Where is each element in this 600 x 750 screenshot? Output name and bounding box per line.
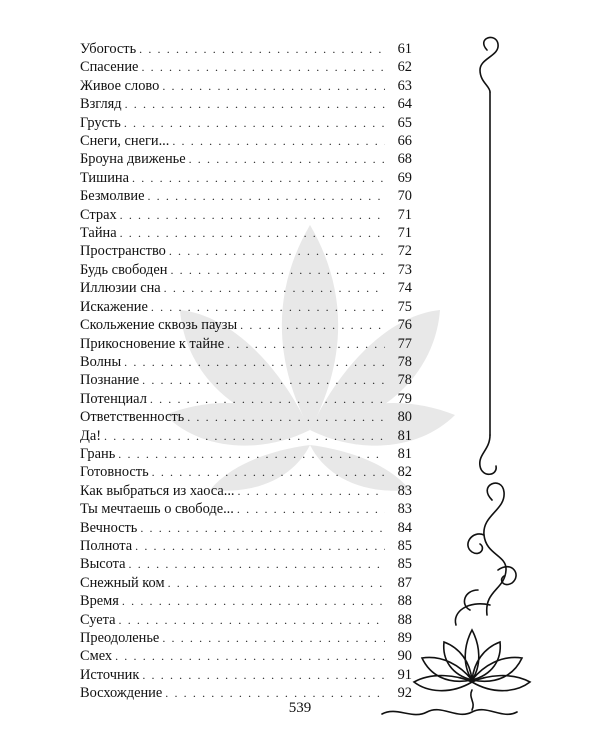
toc-entry-page: 85 bbox=[397, 556, 412, 573]
toc-entry bbox=[80, 279, 412, 297]
toc-entry bbox=[80, 500, 412, 518]
table-of-contents bbox=[80, 40, 412, 703]
lotus-vine-ornament-icon bbox=[372, 30, 572, 730]
toc-entry bbox=[80, 206, 412, 224]
dot-leader bbox=[168, 574, 385, 592]
toc-entry-page: 88 bbox=[397, 611, 412, 628]
toc-entry-title: Готовность bbox=[80, 464, 149, 481]
toc-entry-title: Тайна bbox=[80, 225, 117, 242]
toc-entry-page: 88 bbox=[397, 593, 412, 610]
toc-entry-page: 85 bbox=[397, 537, 412, 554]
toc-entry bbox=[80, 647, 412, 665]
toc-entry-page: 75 bbox=[397, 298, 412, 315]
toc-entry-title: Познание bbox=[80, 372, 140, 389]
toc-entry-title: Взгляд bbox=[80, 96, 122, 113]
toc-entry-page: 62 bbox=[397, 59, 412, 76]
toc-entry-page: 90 bbox=[397, 648, 412, 665]
toc-entry bbox=[80, 463, 412, 481]
toc-entry-title: Броуна движенье bbox=[80, 151, 186, 168]
toc-entry-page: 65 bbox=[397, 114, 412, 131]
toc-entry-page: 78 bbox=[397, 372, 412, 389]
toc-entry bbox=[80, 261, 412, 279]
toc-entry-title: Как выбраться из хаоса... bbox=[80, 482, 235, 499]
dot-leader bbox=[122, 592, 385, 610]
toc-entry-page: 77 bbox=[397, 335, 412, 352]
page-number: 539 bbox=[288, 700, 312, 716]
toc-entry bbox=[80, 574, 412, 592]
toc-entry-page: 83 bbox=[397, 501, 412, 518]
dot-leader bbox=[150, 390, 385, 408]
toc-entry-page: 79 bbox=[397, 390, 412, 407]
dot-leader bbox=[164, 279, 385, 297]
toc-entry-title: Снеги, снеги... bbox=[80, 133, 170, 150]
toc-entry-title: Полнота bbox=[80, 537, 133, 554]
toc-entry bbox=[80, 390, 412, 408]
dot-leader bbox=[170, 261, 385, 279]
toc-entry bbox=[80, 629, 412, 647]
toc-entry bbox=[80, 242, 412, 260]
dot-leader bbox=[162, 77, 385, 95]
toc-entry-page: 68 bbox=[397, 151, 412, 168]
toc-entry bbox=[80, 150, 412, 168]
toc-entry-page: 61 bbox=[397, 41, 412, 57]
toc-entry bbox=[80, 408, 412, 426]
toc-entry-page: 83 bbox=[397, 482, 412, 499]
toc-entry bbox=[80, 224, 412, 242]
dot-leader bbox=[124, 353, 385, 371]
dot-leader bbox=[142, 371, 385, 389]
toc-entry-page: 74 bbox=[397, 280, 412, 297]
dot-leader bbox=[238, 482, 385, 500]
toc-entry-title: Ты мечтаешь о свободе... bbox=[80, 501, 234, 518]
dot-leader bbox=[172, 132, 385, 150]
dot-leader bbox=[129, 555, 385, 573]
dot-leader bbox=[227, 335, 385, 353]
dot-leader bbox=[104, 427, 385, 445]
dot-leader bbox=[120, 224, 385, 242]
dot-leader bbox=[189, 150, 385, 168]
toc-entry-title: Тишина bbox=[80, 169, 130, 186]
toc-entry-title: Иллюзии сна bbox=[80, 280, 161, 297]
toc-entry bbox=[80, 187, 412, 205]
toc-entry-title: Высота bbox=[80, 556, 126, 573]
toc-entry-title: Волны bbox=[80, 353, 122, 370]
dot-leader bbox=[135, 537, 385, 555]
dot-leader bbox=[140, 519, 385, 537]
toc-entry-page: 71 bbox=[397, 206, 412, 223]
toc-entry-page: 73 bbox=[397, 261, 412, 278]
toc-entry-page: 82 bbox=[397, 464, 412, 481]
toc-entry-page: 69 bbox=[397, 169, 412, 186]
toc-entry bbox=[80, 555, 412, 573]
toc-entry-title: Да! bbox=[80, 427, 101, 444]
toc-entry-page: 80 bbox=[397, 409, 412, 426]
toc-entry bbox=[80, 666, 412, 684]
dot-leader bbox=[139, 40, 385, 58]
dot-leader bbox=[119, 611, 386, 629]
toc-entry bbox=[80, 592, 412, 610]
toc-entry-page: 84 bbox=[397, 519, 412, 536]
toc-entry-title: Прикосновение к тайне bbox=[80, 335, 225, 352]
toc-entry bbox=[80, 427, 412, 445]
toc-entry-title: Скольжение сквозь паузы bbox=[80, 317, 238, 334]
toc-entry-title: Живое слово bbox=[80, 77, 160, 94]
toc-entry-page: 63 bbox=[397, 77, 412, 94]
toc-entry bbox=[80, 58, 412, 76]
toc-entry-page: 70 bbox=[397, 188, 412, 205]
dot-leader bbox=[132, 169, 385, 187]
toc-entry-title: Искажение bbox=[80, 298, 148, 315]
toc-entry-page: 72 bbox=[397, 243, 412, 260]
dot-leader bbox=[120, 206, 385, 224]
dot-leader bbox=[187, 408, 385, 426]
toc-entry-page: 81 bbox=[397, 445, 412, 462]
toc-entry bbox=[80, 40, 412, 58]
dot-leader bbox=[152, 463, 385, 481]
toc-entry bbox=[80, 335, 412, 353]
toc-entry bbox=[80, 114, 412, 132]
toc-entry-page: 81 bbox=[397, 427, 412, 444]
toc-entry bbox=[80, 537, 412, 555]
toc-entry bbox=[80, 77, 412, 95]
toc-entry-title: Источник bbox=[80, 666, 140, 683]
toc-entry bbox=[80, 353, 412, 371]
toc-entry-title: Спасение bbox=[80, 59, 139, 76]
dot-leader bbox=[142, 666, 385, 684]
dot-leader bbox=[237, 500, 385, 518]
toc-entry-page: 87 bbox=[397, 574, 412, 591]
dot-leader bbox=[147, 187, 385, 205]
toc-entry-title: Страх bbox=[80, 206, 117, 223]
toc-entry-page: 64 bbox=[397, 96, 412, 113]
toc-entry bbox=[80, 371, 412, 389]
dot-leader bbox=[125, 95, 385, 113]
dot-leader bbox=[115, 647, 385, 665]
toc-entry-title: Убогость bbox=[80, 41, 137, 57]
toc-entry-title: Суета bbox=[80, 611, 116, 628]
toc-entry-page: 89 bbox=[397, 630, 412, 646]
toc-entry-page: 76 bbox=[397, 317, 412, 334]
toc-entry bbox=[80, 298, 412, 316]
dot-leader bbox=[240, 316, 385, 334]
toc-entry-title: Грань bbox=[80, 445, 116, 462]
dot-leader bbox=[162, 629, 385, 647]
toc-entry bbox=[80, 611, 412, 629]
toc-entry-title: Вечность bbox=[80, 519, 138, 536]
dot-leader bbox=[141, 58, 385, 76]
toc-entry-page: 66 bbox=[397, 133, 412, 150]
toc-entry bbox=[80, 482, 412, 500]
toc-entry-title: Потенциал bbox=[80, 390, 147, 407]
toc-entry-title: Преодоленье bbox=[80, 630, 160, 646]
toc-entry bbox=[80, 95, 412, 113]
toc-entry-title: Ответственность bbox=[80, 409, 185, 426]
toc-entry-title: Будь свободен bbox=[80, 261, 168, 278]
toc-entry bbox=[80, 169, 412, 187]
toc-entry-title: Смех bbox=[80, 648, 113, 665]
toc-entry-title: Снежный ком bbox=[80, 574, 165, 591]
toc-entry-page: 71 bbox=[397, 225, 412, 242]
toc-entry bbox=[80, 519, 412, 537]
dot-leader bbox=[118, 445, 385, 463]
dot-leader bbox=[151, 298, 385, 316]
toc-entry-page: 78 bbox=[397, 353, 412, 370]
dot-leader bbox=[124, 114, 385, 132]
toc-entry-title: Грусть bbox=[80, 114, 121, 131]
toc-entry-page: 91 bbox=[397, 666, 412, 683]
toc-entry bbox=[80, 132, 412, 150]
toc-entry-page: 92 bbox=[397, 685, 412, 702]
toc-entry-title: Время bbox=[80, 593, 119, 610]
toc-entry-title: Пространство bbox=[80, 243, 166, 260]
toc-entry bbox=[80, 445, 412, 463]
toc-entry bbox=[80, 316, 412, 334]
toc-entry-title: Восхождение bbox=[80, 685, 163, 702]
toc-entry-title: Безмолвие bbox=[80, 188, 145, 205]
dot-leader bbox=[169, 242, 385, 260]
